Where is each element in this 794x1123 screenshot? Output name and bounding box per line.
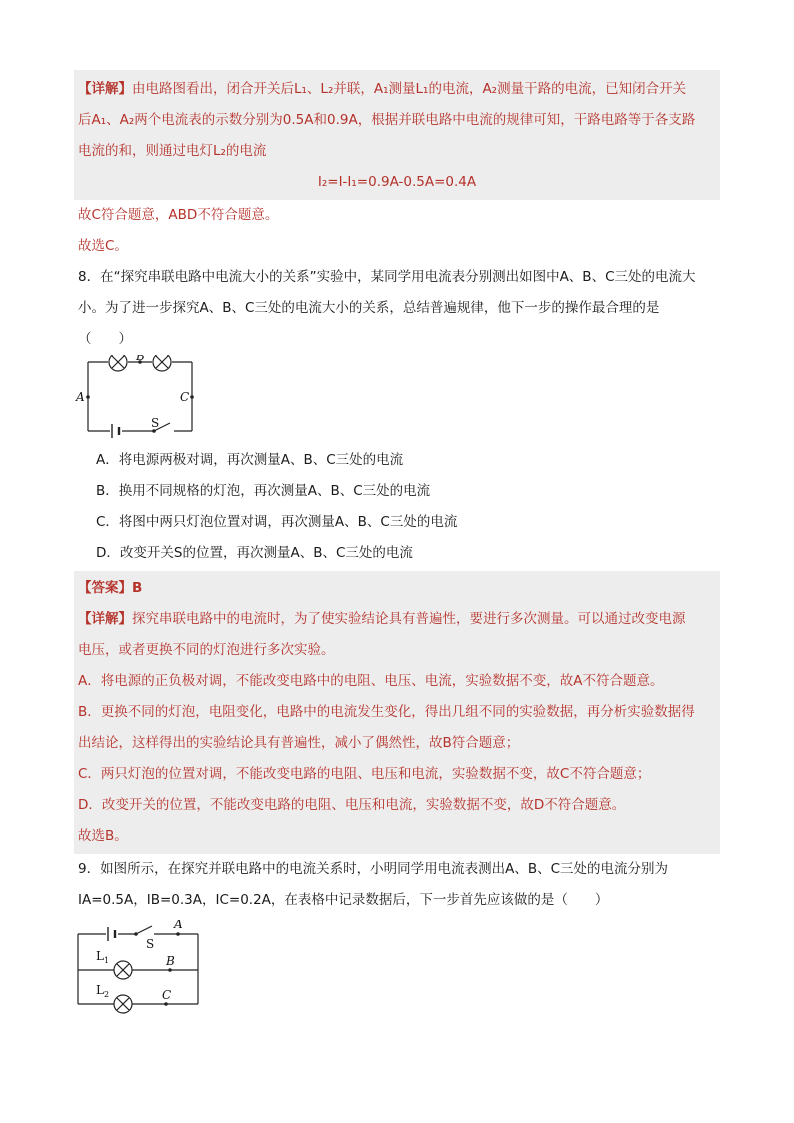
q7-detail-block <box>74 70 720 200</box>
series-circuit-svg <box>74 355 274 443</box>
parallel-circuit-svg <box>74 920 214 1020</box>
junction-dot <box>190 395 194 399</box>
battery-icon <box>112 424 119 438</box>
q7-formula: I₂=I-I₁=0.9A-0.5A=0.4A <box>317 174 477 190</box>
junction-dot <box>86 395 90 399</box>
label-b: B <box>166 954 175 968</box>
junction-dot <box>134 932 138 936</box>
q8-option-b[interactable]: B．换用不同规格的灯泡，再次测量A、B、C三处的电流 <box>96 483 431 499</box>
detail-tag: 【详解】 <box>78 611 132 627</box>
label-c: C <box>180 390 190 404</box>
label-c: C <box>162 988 172 1002</box>
label-s: S <box>151 416 160 430</box>
junction-dot <box>168 968 172 972</box>
label-a: A <box>174 920 183 931</box>
bulb-icon <box>109 355 127 371</box>
q8-option-c[interactable]: C．将图中两只灯泡位置对调，再次测量A、B、C三处的电流 <box>96 514 458 530</box>
bulb-icon <box>114 961 132 979</box>
q7-detail-line3: 电流的和，则通过电灯L₂的电流 <box>78 143 267 159</box>
answer-tag: 【答案】 <box>78 580 132 596</box>
q7-detail-line1: 由电路图看出，闭合开关后L₁、L₂并联，A₁测量L₁的电流，A₂测量干路的电流，已知闭合开关 <box>132 81 687 97</box>
bulb-icon <box>114 995 132 1013</box>
q8-detail-line1: 探究串联电路中的电流时，为了使实验结论具有普遍性，要进行多次测量。可以通过改变电源 <box>132 611 686 627</box>
label-l2-sub: 2 <box>104 990 110 999</box>
q8-explain-a: A．将电源的正负极对调，不能改变电路中的电阻、电压、电流，实验数据不变，故A不符合题意。 <box>78 673 664 689</box>
junction-dot <box>176 932 180 936</box>
q8-stem-line1: 8．在“探究串联电路中电流大小的关系”实验中，某同学用电流表分别测出如图中A、B、C三处的电流大 <box>78 269 696 285</box>
label-l1: L <box>96 949 104 963</box>
parallel-circuit-diagram <box>74 920 720 1020</box>
q9-stem-line1: 9．如图所示，在探究并联电路中的电流关系时，小明同学用电流表测出A、B、C三处的电流分别为 <box>78 861 669 877</box>
q8-option-a[interactable]: A．将电源两极对调，再次测量A、B、C三处的电流 <box>96 452 404 468</box>
q7-detail-line2: 后A₁、A₂两个电流表的示数分别为0.5A和0.9A，根据并联电路中电流的规律可知，干路电路等于各支路 <box>78 112 696 128</box>
q9-stem-line2: IA=0.5A，IB=0.3A，IC=0.2A，在表格中记录数据后，下一步首先应该做的是（ ） <box>78 892 609 908</box>
bulb-icon <box>153 355 171 371</box>
answer-value: B <box>132 580 143 596</box>
battery-icon <box>108 927 115 941</box>
q8-conclusion: 故选B。 <box>78 828 128 844</box>
q8-option-d[interactable]: D．改变开关S的位置，再次测量A、B、C三处的电流 <box>96 545 413 561</box>
detail-tag: 【详解】 <box>78 81 132 97</box>
q8-stem-line2: 小。为了进一步探究A、B、C三处的电流大小的关系，总结普遍规律，他下一步的操作最合理的是 <box>78 300 660 316</box>
q8-answer-block <box>74 571 720 854</box>
label-s: S <box>146 937 155 951</box>
q8-explain-c: C．两只灯泡的位置对调，不能改变电路的电阻、电压和电流，实验数据不变，故C不符合题意； <box>78 766 651 782</box>
label-b: B <box>136 355 145 363</box>
q8-explain-b2: 出结论，这样得出的实验结论具有普遍性，减小了偶然性，故B符合题意； <box>78 735 520 751</box>
q7-conclusion-2: 故选C。 <box>78 238 128 254</box>
document-page <box>74 70 720 1020</box>
label-a: A <box>76 390 85 404</box>
q8-detail-line2: 电压，或者更换不同的灯泡进行多次实验。 <box>78 642 335 658</box>
label-l1-sub: 1 <box>104 956 110 965</box>
series-circuit-diagram <box>74 355 720 443</box>
q8-explain-b1: B．更换不同的灯泡，电阻变化，电路中的电流发生变化，得出几组不同的实验数据，再分析实验数据得 <box>78 704 695 720</box>
q8-blank: （ ） <box>78 331 132 347</box>
junction-dot <box>164 1002 168 1006</box>
q8-explain-d: D．改变开关的位置，不能改变电路的电阻、电压和电流，实验数据不变，故D不符合题意。 <box>78 797 626 813</box>
label-l2: L <box>96 983 104 997</box>
q7-conclusion-1: 故C符合题意，ABD不符合题意。 <box>78 207 279 223</box>
